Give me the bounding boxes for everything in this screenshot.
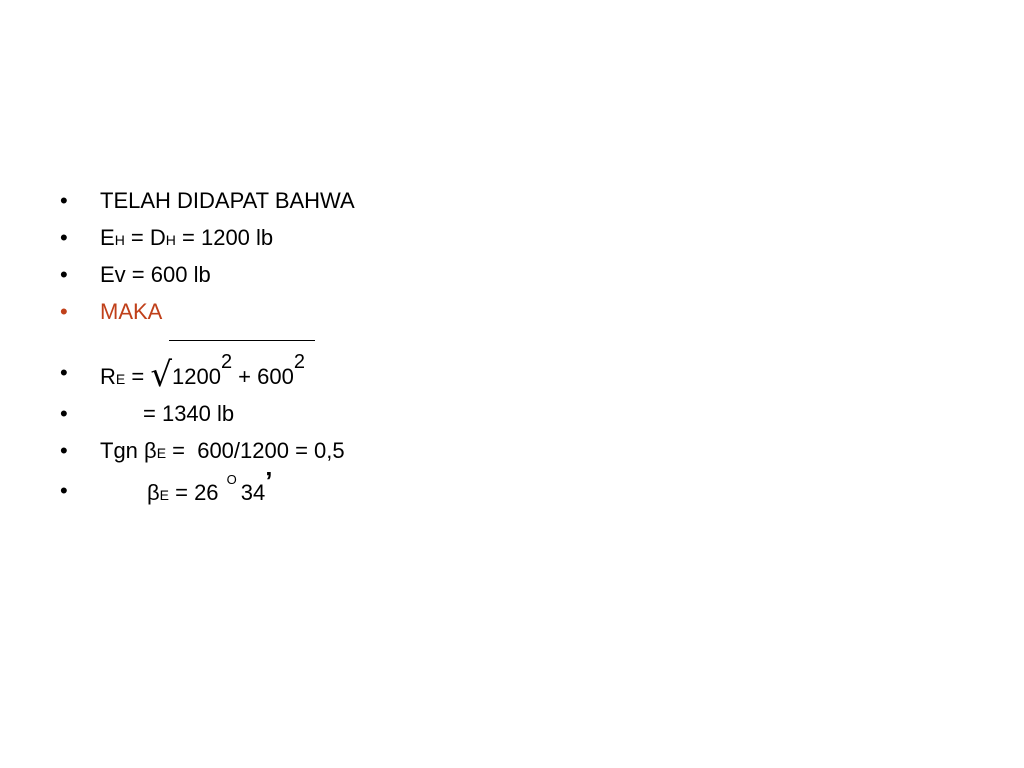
term-a: 1200 [171,364,221,389]
bullet-text: MAKA [100,299,163,324]
bullet-icon: • [60,360,68,385]
minute-mark-icon: ’ [265,466,273,496]
equation-eh-dh [100,223,273,255]
tgn-beta: Tgn β [100,438,157,463]
value-text: = 600/1200 = 0,5 [166,438,345,463]
term-b: + 600 [232,364,294,389]
bullet-icon: • [60,225,68,250]
bullet-icon: • [60,401,68,426]
symbol-d: D [149,225,166,250]
bullet-text: Ev = 600 lb [100,262,211,287]
degrees-value: = 26 [169,480,225,505]
symbol-r: R [100,364,116,389]
subscript-e: E [115,371,126,387]
degree-icon: O [226,472,237,487]
square-root [150,351,305,395]
bullet-text: = 1340 lb [143,401,235,426]
bullet-icon: • [60,262,68,287]
subscript-h: H [114,232,125,248]
exponent-a: 2 [220,351,233,373]
bullet-icon: • [60,478,68,503]
bullet-icon: • [60,188,68,213]
equals-sign: = [125,364,151,389]
bullet-icon: • [60,299,68,324]
radical-icon: √ [150,355,172,395]
equation-beta [147,466,273,511]
equation-re [100,351,305,395]
equation-tgn [100,436,345,468]
beta-symbol: β [147,480,160,505]
exponent-b: 2 [293,351,305,373]
subscript-e: E [159,487,169,503]
minutes-value: 34 [240,480,266,505]
value-text: = 1200 lb [175,225,274,250]
bullet-icon: • [60,438,68,463]
subscript-e: E [156,445,167,461]
subscript-h: H [165,232,176,248]
symbol-e: E [100,225,115,250]
radical-bar [169,340,315,341]
equals-sign: = [124,225,150,250]
bullet-text: TELAH DIDAPAT BAHWA [100,188,355,213]
